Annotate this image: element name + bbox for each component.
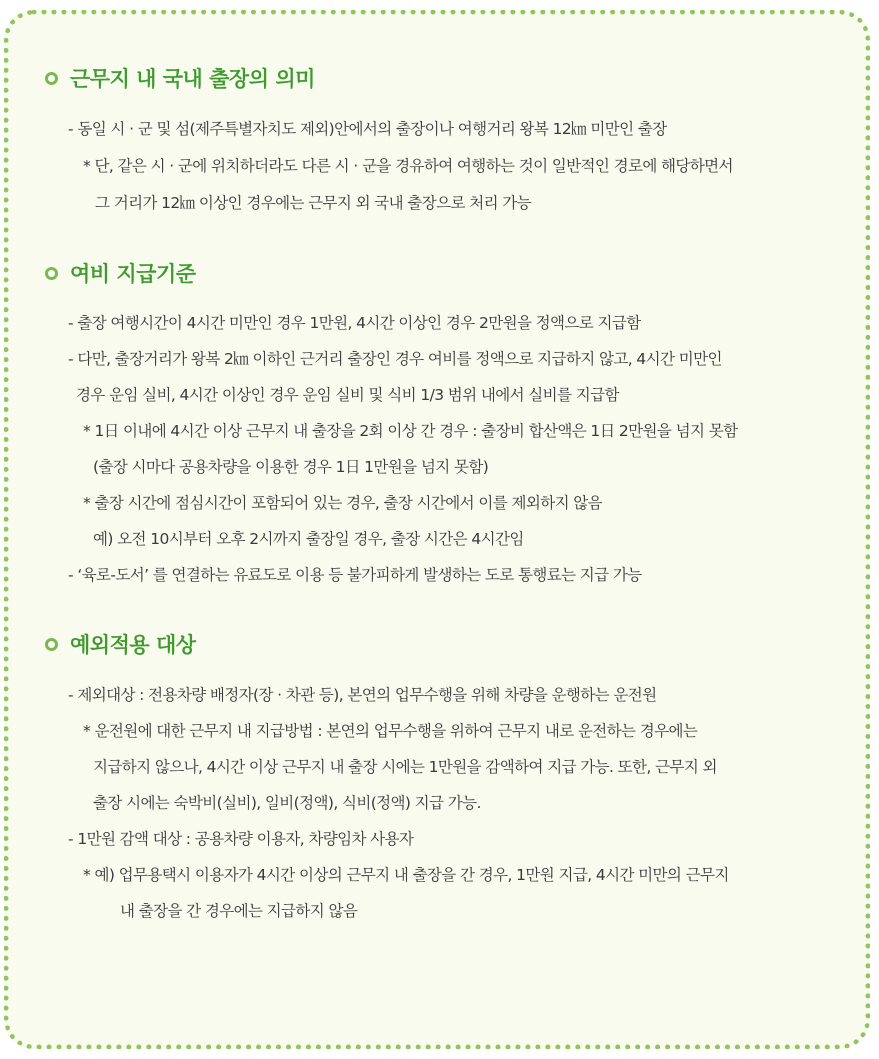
circle-bullet-icon [45,638,58,651]
section-title: 예외적용 대상 [70,633,196,657]
note-line: * 운전원에 대한 근무지 내 지급방법 : 본연의 업무수행을 위하여 근무지 내로 운전하는 경우에는 [83,722,698,740]
info-panel [4,10,870,1049]
circle-bullet-icon [45,267,58,280]
note-line: * 출장 시간에 점심시간이 포함되어 있는 경우, 출장 시간에서 이를 제외하지 않음 [83,494,603,512]
section-title: 여비 지급기준 [70,262,196,286]
note-line: 내 출장을 간 경우에는 지급하지 않음 [120,902,358,920]
body-line: - 제외대상 : 전용차량 배정자(장 · 차관 등), 본연의 업무수행을 위해 차량을 운행하는 운전원 [68,686,657,704]
note-line: 지급하지 않으나, 4시간 이상 근무지 내 출장 시에는 1만원을 감액하여 지급 가능. 또한, 근무지 외 [93,758,717,776]
section-heading-criteria [45,258,196,288]
body-line: 경우 운임 실비, 4시간 이상인 경우 운임 실비 및 식비 1/3 범위 내에서 실비를 지급함 [76,386,619,404]
note-line: * 예) 업무용택시 이용자가 4시간 이상의 근무지 내 출장을 간 경우, 1만원 지급, 4시간 미만의 근무지 [83,866,729,884]
note-line: * 1日 이내에 4시간 이상 근무지 내 출장을 2회 이상 간 경우 : 출장비 합산액은 1日 2만원을 넘지 못함 [83,422,738,440]
section-heading-meaning [45,63,315,93]
body-line: - 1만원 감액 대상 : 공용차량 이용자, 차량임차 사용자 [68,830,414,848]
note-line: * 단, 같은 시 · 군에 위치하더라도 다른 시 · 군을 경유하여 여행하는 것이 일반적인 경로에 해당하면서 [83,157,733,175]
body-line: - 출장 여행시간이 4시간 미만인 경우 1만원, 4시간 이상인 경우 2만원을 정액으로 지급함 [68,314,641,332]
body-line: - ‘육로-도서’ 를 연결하는 유료도로 이용 등 불가피하게 발생하는 도로 통행료는 지급 가능 [68,566,642,584]
note-line: (출장 시마다 공용차량을 이용한 경우 1日 1만원을 넘지 못함) [93,458,489,476]
section-heading-exceptions [45,629,196,659]
note-line: 그 거리가 12㎞ 이상인 경우에는 근무지 외 국내 출장으로 처리 가능 [95,194,532,212]
body-line: - 동일 시 · 군 및 섬(제주특별자치도 제외)안에서의 출장이나 여행거리 왕복 12㎞ 미만인 출장 [68,120,667,138]
note-line: 출장 시에는 숙박비(실비), 일비(정액), 식비(정액) 지급 가능. [93,794,481,812]
section-title: 근무지 내 국내 출장의 의미 [70,67,315,91]
note-line: 예) 오전 10시부터 오후 2시까지 출장일 경우, 출장 시간은 4시간임 [93,530,524,548]
circle-bullet-icon [45,72,58,85]
body-line: - 다만, 출장거리가 왕복 2㎞ 이하인 근거리 출장인 경우 여비를 정액으로 지급하지 않고, 4시간 미만인 [68,350,722,368]
